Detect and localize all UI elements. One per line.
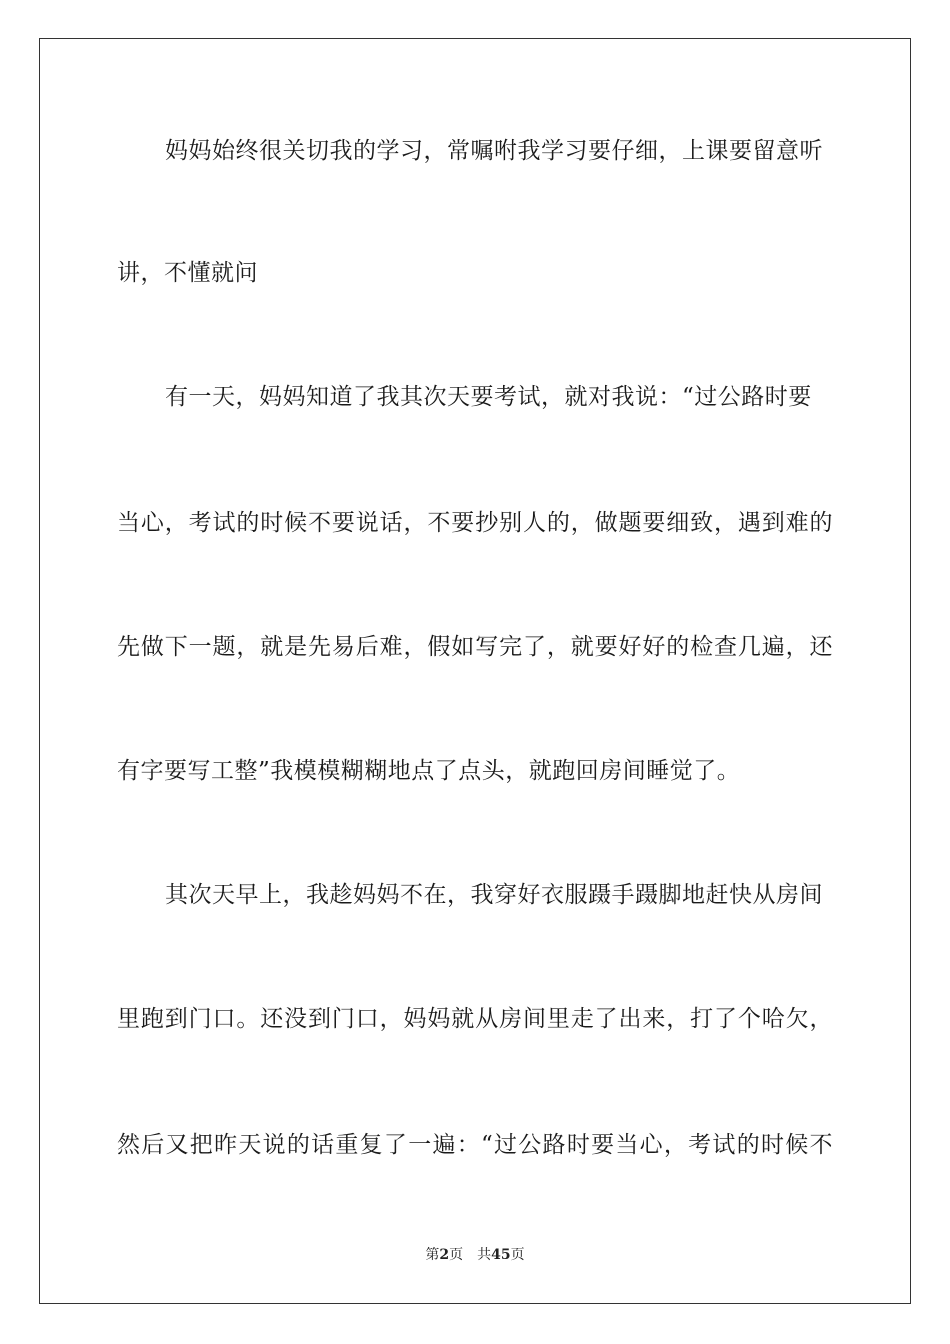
text-line-4: 当心，考试的时候不要说话，不要抄别人的，做题要细致，遇到难的 [117,510,833,536]
text-line-1: 妈妈始终很关切我的学习，常嘱咐我学习要仔细，上课要留意听 [165,138,823,164]
text-line-3: 有一天，妈妈知道了我其次天要考试，就对我说：“过公路时要 [165,384,812,410]
page-total: 45 [491,1247,511,1263]
text-line-9: 然后又把昨天说的话重复了一遍：“过公路时要当心，考试的时候不 [117,1132,833,1158]
text-line-7: 其次天早上，我趁妈妈不在，我穿好衣服蹑手蹑脚地赶快从房间 [165,882,823,908]
page-footer [0,1245,950,1265]
text-line-5: 先做下一题，就是先易后难，假如写完了，就要好好的检查几遍，还 [117,634,833,660]
text-line-6: 有字要写工整”我模模糊糊地点了点头，就跑回房间睡觉了。 [117,758,741,784]
page-suffix: 页 [449,1247,464,1263]
page-frame [39,38,911,1304]
total-suffix: 页 [510,1247,525,1263]
text-line-2: 讲，不懂就问 [117,260,258,286]
page-current: 2 [439,1247,450,1263]
text-line-8: 里跑到门口。还没到门口，妈妈就从房间里走了出来，打了个哈欠， [117,1006,833,1032]
total-prefix: 共 [477,1247,492,1263]
page-prefix: 第 [425,1247,440,1263]
